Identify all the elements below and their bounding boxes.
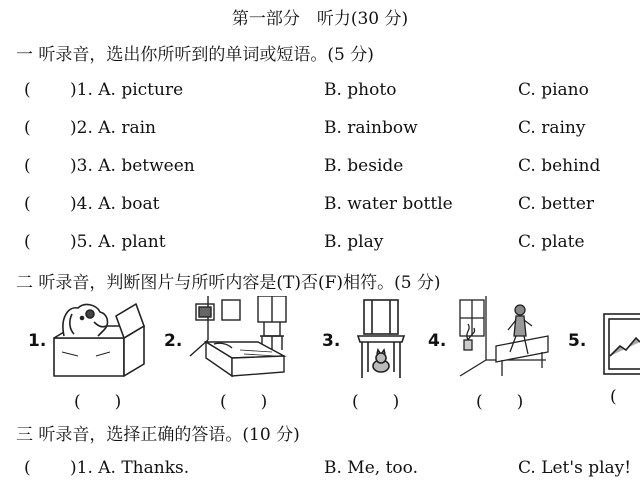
question-2-option-a: )2. A. rain xyxy=(70,118,156,138)
answer-paren[interactable]: ( xyxy=(24,194,31,214)
picture-4-answer[interactable]: ( ) xyxy=(476,392,524,412)
question-4-option-a: )4. A. boat xyxy=(70,194,160,214)
s3-question-1-option-c: C. Let's play! xyxy=(518,458,632,478)
picture-5-answer[interactable]: ( xyxy=(610,387,617,407)
question-1-option-b: B. photo xyxy=(324,80,397,100)
question-3-option-b: B. beside xyxy=(324,156,404,176)
answer-paren[interactable]: ( xyxy=(24,80,31,100)
question-1-option-c: C. piano xyxy=(518,80,589,100)
picture-1-number: 1. xyxy=(28,331,47,351)
picture-1-answer[interactable]: ( ) xyxy=(74,392,122,412)
section-1-heading: 一 听录音，选出你所听到的单词或短语。(5 分) xyxy=(16,45,374,65)
answer-paren[interactable]: ( xyxy=(24,156,31,176)
question-2-option-b: B. rainbow xyxy=(324,118,418,138)
picture-4-number: 4. xyxy=(428,331,447,351)
picture-3-number: 3. xyxy=(322,331,341,351)
answer-paren[interactable]: ( xyxy=(24,458,31,478)
question-5-option-c: C. plate xyxy=(518,232,585,252)
picture-2-number: 2. xyxy=(164,331,183,351)
s3-question-1-option-a: )1. A. Thanks. xyxy=(70,458,190,478)
question-5-option-a: )5. A. plant xyxy=(70,232,166,252)
page-title: 第一部分 听力(30 分) xyxy=(231,9,409,29)
chair-with-cat-icon xyxy=(354,296,410,380)
picture-3-answer[interactable]: ( ) xyxy=(352,392,400,412)
picture-2-answer[interactable]: ( ) xyxy=(220,392,268,412)
question-4-option-c: C. better xyxy=(518,194,595,214)
picture-frame-icon xyxy=(600,296,640,380)
question-4-option-b: B. water bottle xyxy=(324,194,453,214)
bed-icon xyxy=(188,296,306,380)
girl-on-stairs-icon xyxy=(456,296,552,380)
question-5-option-b: B. play xyxy=(324,232,384,252)
dog-in-box-icon xyxy=(50,296,150,380)
s3-question-1-option-b: B. Me, too. xyxy=(324,458,418,478)
question-1-option-a: )1. A. picture xyxy=(70,80,184,100)
answer-paren[interactable]: ( xyxy=(24,118,31,138)
question-3-option-c: C. behind xyxy=(518,156,601,176)
section-2-heading: 二 听录音，判断图片与所听内容是(T)否(F)相符。(5 分) xyxy=(16,273,441,293)
picture-5-number: 5. xyxy=(568,331,587,351)
section-3-heading: 三 听录音，选择正确的答语。(10 分) xyxy=(16,425,300,445)
answer-paren[interactable]: ( xyxy=(24,232,31,252)
question-3-option-a: )3. A. between xyxy=(70,156,195,176)
question-2-option-c: C. rainy xyxy=(518,118,586,138)
